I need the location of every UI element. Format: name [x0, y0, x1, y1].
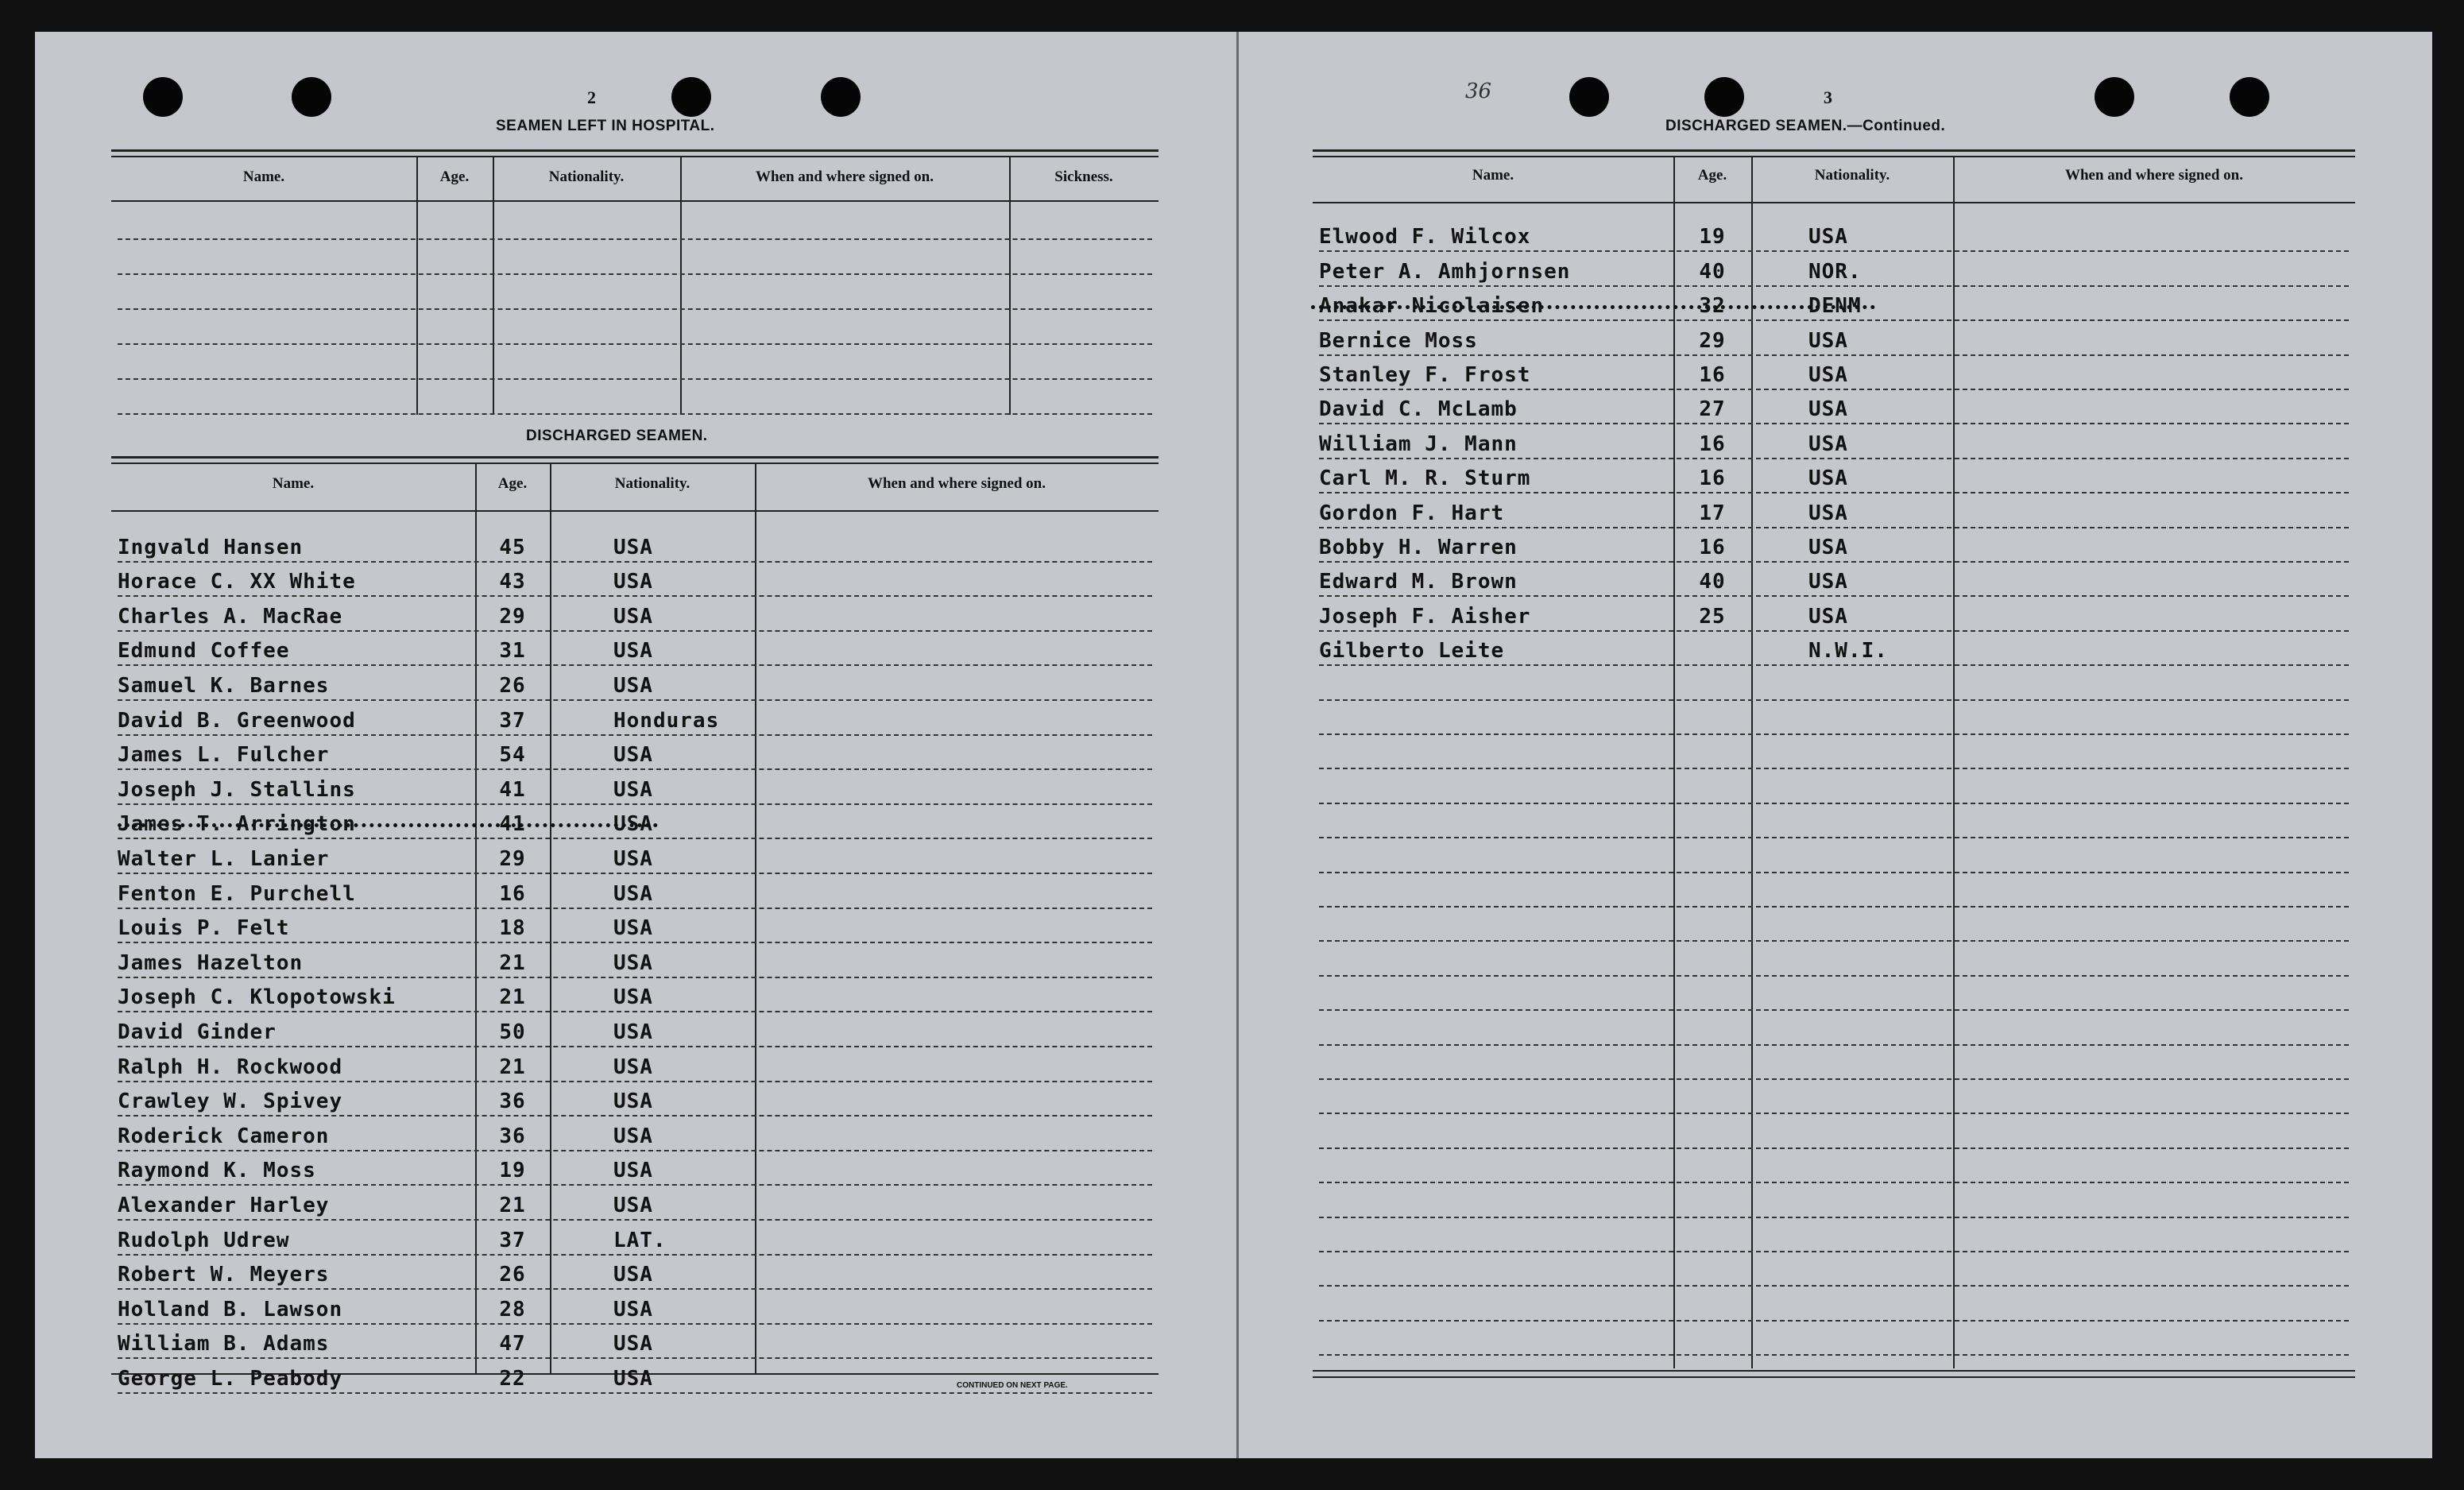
- ruled-line: [118, 343, 1152, 345]
- ruled-line: [1319, 1078, 2349, 1080]
- seaman-age: 29: [499, 605, 526, 629]
- seaman-name: Horace C. XX White: [118, 570, 356, 594]
- hospital-col-age: Age.: [439, 168, 470, 185]
- seaman-nationality: USA: [613, 639, 653, 663]
- seaman-name: Walter L. Lanier: [118, 847, 330, 871]
- seaman-nationality: USA: [613, 778, 653, 802]
- seaman-name: James T. Arrington: [118, 812, 356, 836]
- column-divider: [1751, 156, 1753, 1368]
- ruled-line: [1319, 803, 2349, 804]
- ruled-line: [118, 378, 1152, 380]
- seaman-nationality: Honduras: [613, 709, 720, 733]
- discharged-section-title: DISCHARGED SEAMEN.: [526, 428, 708, 444]
- handwritten-annotation: 36: [1465, 79, 1492, 103]
- seaman-name: Robert W. Meyers: [118, 1263, 330, 1287]
- rule: [111, 200, 1159, 202]
- seaman-age: 16: [1699, 363, 1726, 387]
- seaman-nationality: USA: [613, 916, 653, 940]
- seaman-name: Anakar Nicolaisen: [1319, 294, 1545, 318]
- punch-hole: [1704, 77, 1744, 117]
- punch-hole: [2095, 77, 2134, 117]
- ruled-line: [1319, 285, 2349, 287]
- ruled-line: [118, 1011, 1152, 1012]
- punch-hole: [143, 77, 183, 117]
- discharged-col-signed-on: When and where signed on.: [867, 475, 1046, 492]
- seaman-age: 26: [499, 1263, 526, 1287]
- ruled-line: [118, 1081, 1152, 1082]
- ruled-line: [118, 1323, 1152, 1325]
- seaman-name: Rudolph Udrew: [118, 1229, 290, 1252]
- seaman-age: 22: [499, 1367, 526, 1391]
- seaman-age: 32: [1699, 294, 1726, 318]
- seaman-name: Peter A. Amhjornsen: [1319, 260, 1571, 284]
- seaman-name: Elwood F. Wilcox: [1319, 225, 1531, 249]
- seaman-age: 41: [499, 812, 526, 836]
- seaman-age: 19: [499, 1159, 526, 1182]
- seaman-name: David Ginder: [118, 1020, 277, 1044]
- seaman-age: 41: [499, 778, 526, 802]
- ruled-line: [118, 1150, 1152, 1151]
- seaman-name: Joseph F. Aisher: [1319, 605, 1531, 629]
- seaman-age: 40: [1699, 570, 1726, 594]
- column-divider: [1009, 156, 1011, 415]
- ruled-line: [1319, 595, 2349, 597]
- seaman-age: 45: [499, 536, 526, 559]
- column-divider: [493, 156, 494, 415]
- ruled-line: [118, 1184, 1152, 1186]
- rule: [111, 149, 1159, 152]
- seaman-age: 19: [1699, 225, 1726, 249]
- seaman-nationality: USA: [613, 605, 653, 629]
- seaman-name: Crawley W. Spivey: [118, 1089, 343, 1113]
- seaman-name: Louis P. Felt: [118, 916, 290, 940]
- seaman-age: 21: [499, 985, 526, 1009]
- ruled-line: [118, 699, 1152, 701]
- ruled-line: [1319, 837, 2349, 838]
- seaman-nationality: USA: [613, 1194, 653, 1217]
- rule: [1313, 1376, 2355, 1378]
- column-divider: [416, 156, 418, 415]
- ruled-line: [118, 308, 1152, 310]
- rule: [111, 510, 1159, 512]
- strike-through: [1311, 305, 1875, 309]
- ruled-line: [1319, 733, 2349, 735]
- seaman-nationality: USA: [613, 1298, 653, 1322]
- ruled-line: [1319, 906, 2349, 908]
- ruled-line: [118, 768, 1152, 770]
- seaman-nationality: USA: [1808, 536, 1848, 559]
- discharged-col-age: Age.: [497, 475, 528, 492]
- seaman-nationality: N.W.I.: [1808, 639, 1888, 663]
- seaman-nationality: USA: [613, 951, 653, 975]
- seaman-name: Carl M. R. Sturm: [1319, 466, 1531, 490]
- seaman-nationality: USA: [613, 1367, 653, 1391]
- seaman-nationality: USA: [613, 536, 653, 559]
- right-col-age: Age.: [1697, 167, 1727, 184]
- ruled-line: [118, 664, 1152, 666]
- ruled-line: [1319, 1009, 2349, 1011]
- seaman-name: Gilberto Leite: [1319, 639, 1505, 663]
- right-col-name: Name.: [1472, 167, 1514, 184]
- column-divider: [550, 462, 551, 1375]
- seaman-nationality: USA: [1808, 363, 1848, 387]
- ruled-line: [118, 1288, 1152, 1290]
- ruled-line: [1319, 389, 2349, 390]
- seaman-nationality: USA: [1808, 570, 1848, 594]
- ruled-line: [1319, 1147, 2349, 1149]
- hospital-col-nationality: Nationality.: [548, 168, 625, 185]
- hospital-col-sickness: Sickness.: [1054, 168, 1113, 185]
- right-page-number: 3: [1824, 87, 1832, 107]
- seaman-age: 27: [1699, 397, 1726, 421]
- column-divider: [755, 462, 756, 1375]
- ruled-line: [118, 1392, 1152, 1394]
- seaman-nationality: USA: [613, 1055, 653, 1079]
- seaman-name: Ingvald Hansen: [118, 536, 304, 559]
- seaman-age: 29: [1699, 329, 1726, 353]
- ruled-line: [1319, 872, 2349, 873]
- seaman-age: 47: [499, 1332, 526, 1356]
- seaman-age: 50: [499, 1020, 526, 1044]
- seaman-age: 37: [499, 1229, 526, 1252]
- ruled-line: [118, 1219, 1152, 1221]
- ruled-line: [1319, 664, 2349, 666]
- ruled-line: [1319, 250, 2349, 252]
- seaman-nationality: USA: [613, 1263, 653, 1287]
- seaman-name: Edmund Coffee: [118, 639, 290, 663]
- ruled-line: [118, 873, 1152, 874]
- continued-note: CONTINUED ON NEXT PAGE.: [957, 1381, 1068, 1390]
- rule: [1313, 202, 2355, 203]
- ruled-line: [118, 1357, 1152, 1359]
- ruled-line: [118, 908, 1152, 909]
- seaman-name: Joseph C. Klopotowski: [118, 985, 396, 1009]
- seaman-age: 25: [1699, 605, 1726, 629]
- seaman-nationality: USA: [613, 985, 653, 1009]
- seaman-nationality: USA: [613, 1332, 653, 1356]
- seaman-nationality: USA: [613, 1089, 653, 1113]
- left-page-number: 2: [587, 87, 596, 107]
- seaman-nationality: LAT.: [613, 1229, 667, 1252]
- seaman-name: William J. Mann: [1319, 432, 1518, 456]
- ruled-line: [118, 273, 1152, 275]
- seaman-name: James Hazelton: [118, 951, 304, 975]
- ruled-line: [1319, 1251, 2349, 1252]
- seaman-age: 16: [499, 882, 526, 906]
- right-col-signed-on: When and where signed on.: [2064, 167, 2243, 184]
- ruled-line: [1319, 768, 2349, 769]
- seaman-nationality: USA: [1808, 225, 1848, 249]
- rule: [1313, 149, 2355, 152]
- seaman-name: Bernice Moss: [1319, 329, 1478, 353]
- seaman-name: William B. Adams: [118, 1332, 330, 1356]
- seaman-name: Samuel K. Barnes: [118, 674, 330, 698]
- ruled-line: [118, 1046, 1152, 1047]
- seaman-name: Bobby H. Warren: [1319, 536, 1518, 559]
- seaman-age: 29: [499, 847, 526, 871]
- ruled-line: [1319, 1320, 2349, 1322]
- discharged-col-nationality: Nationality.: [614, 475, 690, 492]
- strike-through: [118, 823, 658, 827]
- seaman-age: 26: [499, 674, 526, 698]
- rule: [1313, 1370, 2355, 1372]
- right-col-nationality: Nationality.: [1814, 167, 1890, 184]
- discharged-col-name: Name.: [272, 475, 315, 492]
- ruled-line: [1319, 319, 2349, 321]
- ruled-line: [118, 1115, 1152, 1117]
- seaman-nationality: USA: [613, 570, 653, 594]
- seaman-name: Holland B. Lawson: [118, 1298, 343, 1322]
- rule: [1313, 156, 2355, 157]
- seaman-nationality: USA: [1808, 397, 1848, 421]
- seaman-nationality: USA: [613, 1159, 653, 1182]
- seaman-name: Charles A. MacRae: [118, 605, 343, 629]
- seaman-nationality: DENM: [1808, 294, 1862, 318]
- punch-hole: [292, 77, 331, 117]
- seaman-name: Fenton E. Purchell: [118, 882, 356, 906]
- seaman-name: Joseph J. Stallins: [118, 778, 356, 802]
- column-divider: [680, 156, 682, 415]
- ruled-line: [1319, 940, 2349, 942]
- seaman-nationality: USA: [1808, 329, 1848, 353]
- hospital-section-title: SEAMEN LEFT IN HOSPITAL.: [496, 118, 715, 134]
- seaman-age: 36: [499, 1089, 526, 1113]
- punch-hole: [671, 77, 711, 117]
- hospital-col-signed-on: When and where signed on.: [755, 168, 934, 185]
- punch-hole: [1569, 77, 1609, 117]
- seaman-name: David B. Greenwood: [118, 709, 356, 733]
- rule: [111, 456, 1159, 459]
- column-divider: [1953, 156, 1955, 1368]
- ruled-line: [1319, 1113, 2349, 1114]
- seaman-nationality: USA: [1808, 432, 1848, 456]
- ruled-line: [1319, 1182, 2349, 1183]
- seaman-name: Raymond K. Moss: [118, 1159, 316, 1182]
- seaman-name: George L. Peabody: [118, 1367, 343, 1391]
- ruled-line: [1319, 1354, 2349, 1356]
- seaman-nationality: USA: [613, 812, 653, 836]
- ruled-line: [1319, 630, 2349, 632]
- seaman-name: Ralph H. Rockwood: [118, 1055, 343, 1079]
- ruled-line: [118, 630, 1152, 632]
- seaman-nationality: NOR.: [1808, 260, 1862, 284]
- rule: [111, 462, 1159, 464]
- seaman-name: James L. Fulcher: [118, 743, 330, 767]
- ruled-line: [1319, 561, 2349, 563]
- ruled-line: [1319, 492, 2349, 493]
- ruled-line: [1319, 527, 2349, 528]
- seaman-nationality: USA: [613, 1020, 653, 1044]
- seaman-name: Alexander Harley: [118, 1194, 330, 1217]
- ruled-line: [1319, 1044, 2349, 1046]
- seaman-name: David C. McLamb: [1319, 397, 1518, 421]
- ruled-line: [1319, 1217, 2349, 1218]
- seaman-age: 36: [499, 1124, 526, 1148]
- ruled-line: [1319, 354, 2349, 356]
- right-section-title: DISCHARGED SEAMEN.—Continued.: [1665, 118, 1946, 134]
- rule: [111, 156, 1159, 157]
- seaman-age: 21: [499, 1055, 526, 1079]
- ruled-line: [1319, 1285, 2349, 1287]
- ruled-line: [118, 803, 1152, 805]
- seaman-nationality: USA: [613, 1124, 653, 1148]
- ruled-line: [118, 561, 1152, 563]
- seaman-nationality: USA: [1808, 466, 1848, 490]
- ruled-line: [1319, 458, 2349, 459]
- seaman-age: 54: [499, 743, 526, 767]
- seaman-age: 43: [499, 570, 526, 594]
- ruled-line: [118, 238, 1152, 240]
- punch-hole: [2230, 77, 2269, 117]
- seaman-nationality: USA: [1808, 605, 1848, 629]
- seaman-name: Edward M. Brown: [1319, 570, 1518, 594]
- seaman-name: Stanley F. Frost: [1319, 363, 1531, 387]
- ruled-line: [1319, 699, 2349, 701]
- seaman-age: 17: [1699, 501, 1726, 525]
- hospital-col-name: Name.: [242, 168, 285, 185]
- seaman-nationality: USA: [613, 674, 653, 698]
- seaman-nationality: USA: [613, 882, 653, 906]
- seaman-age: 18: [499, 916, 526, 940]
- seaman-age: 16: [1699, 536, 1726, 559]
- seaman-name: Roderick Cameron: [118, 1124, 330, 1148]
- punch-hole: [821, 77, 861, 117]
- seaman-nationality: USA: [1808, 501, 1848, 525]
- seaman-age: 16: [1699, 466, 1726, 490]
- seaman-age: 16: [1699, 432, 1726, 456]
- ruled-line: [118, 734, 1152, 736]
- seaman-age: 21: [499, 951, 526, 975]
- ruled-line: [118, 838, 1152, 839]
- seaman-age: 37: [499, 709, 526, 733]
- seaman-age: 31: [499, 639, 526, 663]
- seaman-nationality: USA: [613, 743, 653, 767]
- seaman-age: 21: [499, 1194, 526, 1217]
- seaman-nationality: USA: [613, 847, 653, 871]
- ruled-line: [118, 1254, 1152, 1256]
- seaman-age: 28: [499, 1298, 526, 1322]
- ruled-line: [118, 413, 1152, 415]
- ruled-line: [118, 977, 1152, 978]
- seaman-age: 40: [1699, 260, 1726, 284]
- ruled-line: [118, 595, 1152, 597]
- ruled-line: [1319, 423, 2349, 424]
- ruled-line: [1319, 975, 2349, 977]
- ruled-line: [118, 942, 1152, 943]
- seaman-name: Gordon F. Hart: [1319, 501, 1505, 525]
- page-seam: [1236, 32, 1239, 1458]
